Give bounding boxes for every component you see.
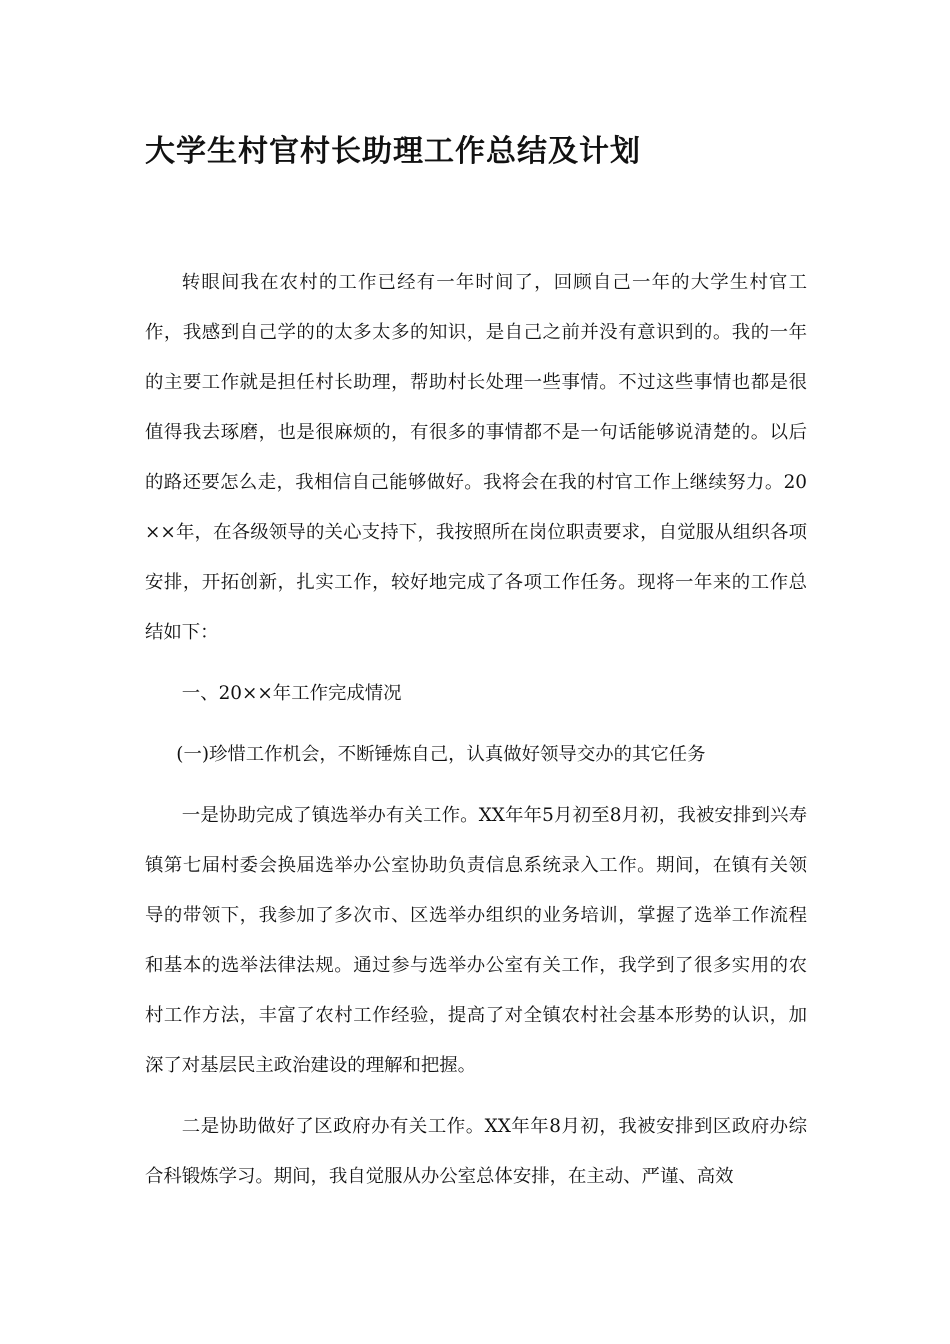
- subsection-heading: (一)珍惜工作机会，不断锤炼自己，认真做好领导交办的其它任务: [176, 744, 706, 765]
- body-paragraph-2: 二是协助做好了区政府办有关工作。XX年年8月初，我被安排到区政府办综合科锻炼学习。期间，我自觉服从办公室总体安排，在主动、严谨、高效: [145, 1116, 807, 1187]
- section-heading: 一、20××年工作完成情况: [181, 683, 402, 704]
- document-body: [145, 258, 807, 1202]
- intro-paragraph: 转眼间我在农村的工作已经有一年时间了，回顾自己一年的大学生村官工作，我感到自己学的的太多太多的知识，是自己之前并没有意识到的。我的一年的主要工作就是担任村长助理，帮助村长处理一些事情。不过这些事情也都是很值得我去琢磨，也是很麻烦的，有很多的事情都不是一句话能够说清楚的。以后的路还要怎么走，我相信自己能够做好。我将会在我的村官工作上继续努力。20××年，在各级领导的关心支持下，我按照所在岗位职责要求，自觉服从组织各项安排，开拓创新，扎实工作，较好地完成了各项工作任务。现将一年来的工作总结如下：: [145, 272, 807, 643]
- body-paragraph-1: 一是协助完成了镇选举办有关工作。XX年年5月初至8月初，我被安排到兴寿镇第七届村委会换届选举办公室协助负责信息系统录入工作。期间，在镇有关领导的带领下，我参加了多次市、区选举办组织的业务培训，掌握了选举工作流程和基本的选举法律法规。通过参与选举办公室有关工作，我学到了很多实用的农村工作方法，丰富了农村工作经验，提高了对全镇农村社会基本形势的认识，加深了对基层民主政治建设的理解和把握。: [145, 805, 807, 1076]
- document-title: 大学生村官村长助理工作总结及计划: [145, 134, 641, 169]
